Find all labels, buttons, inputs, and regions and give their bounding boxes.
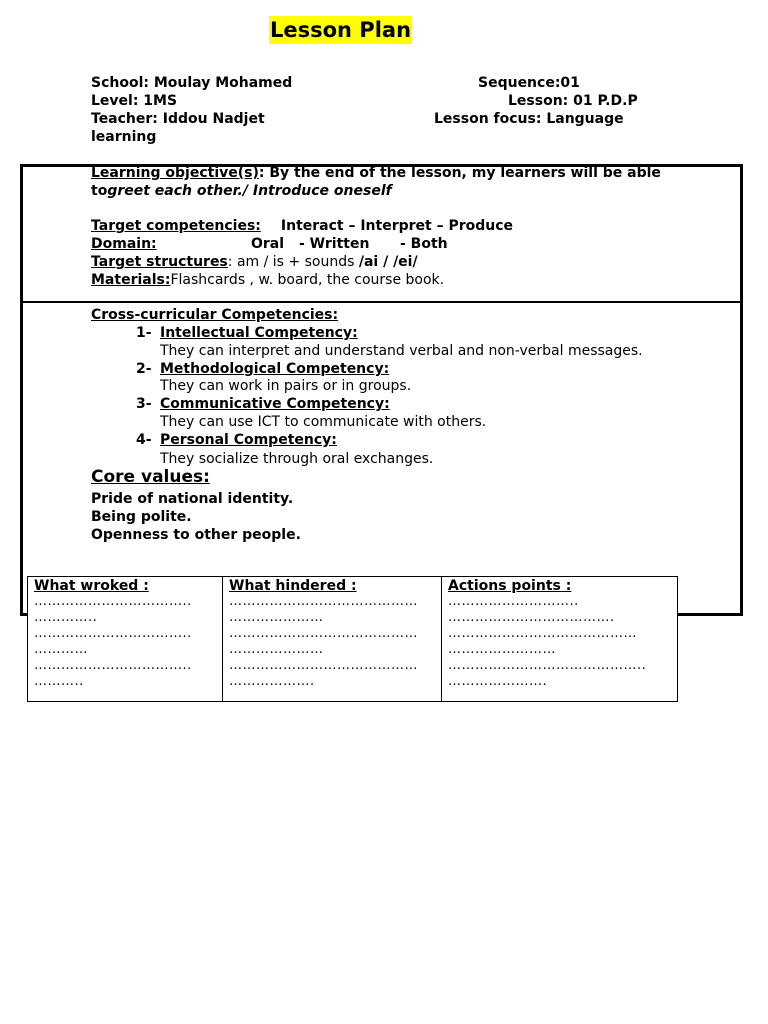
target-structures-text: : am / is + sounds [227, 254, 359, 270]
evaluation-cell-worked[interactable] [28, 577, 223, 702]
page-title: Lesson Plan [270, 18, 412, 42]
target-competencies-label: Target competencies: [91, 218, 261, 234]
column-header-worked: What wroked : [34, 578, 149, 594]
competency-description: They can interpret and understand verbal and non-verbal messages. [160, 343, 643, 359]
domain-both: - Both [400, 236, 448, 252]
objective-text: : By the end of the lesson, my learners will be able [258, 165, 661, 181]
target-structures-label: Target structures [91, 254, 228, 270]
competency-description: They can work in pairs or in groups. [160, 378, 412, 394]
core-value-item: Being polite. [91, 509, 192, 525]
dotted-lines: ……………………….. ………………………………. …………………………………… …………………… …………………………………….. …………………. [448, 594, 647, 689]
lesson-focus-continued: learning [91, 129, 157, 145]
cross-curricular-title: Cross-curricular Competencies: [91, 307, 339, 323]
competency-description: They socialize through oral exchanges. [160, 451, 434, 467]
table-row [28, 577, 678, 702]
core-value-item: Openness to other people. [91, 527, 301, 543]
materials-text: Flashcards , w. board, the course book. [170, 272, 445, 288]
objective-line-1 [91, 164, 661, 182]
core-values-title: Core values: [91, 467, 210, 487]
competency-number: 2- [136, 361, 152, 377]
school-field: School: Moulay Mohamed [91, 75, 293, 91]
section-divider [20, 301, 740, 303]
lesson-field: Lesson: 01 P.D.P [508, 93, 638, 109]
sequence-field: Sequence:01 [478, 75, 580, 91]
domain-written: - Written [299, 236, 370, 252]
column-header-hindered: What hindered : [229, 578, 357, 594]
objective-goal: greet each other./ Introduce oneself [107, 183, 392, 199]
dotted-lines: …………………………….. ………….. …………………………….. ………… …………………………….. ……….. [34, 594, 192, 689]
objective-prefix: to [91, 183, 108, 199]
competency-number: 4- [136, 432, 152, 448]
competency-description: They can use ICT to communicate with others. [160, 414, 487, 430]
domain-label: Domain: [91, 236, 157, 252]
competency-number: 1- [136, 325, 152, 341]
competency-label: Methodological Competency: [160, 361, 390, 377]
column-header-actions: Actions points : [448, 578, 572, 594]
target-structures-row [91, 253, 418, 271]
materials-row [91, 271, 444, 289]
target-competencies-row [91, 217, 513, 235]
competency-label: Intellectual Competency: [160, 325, 358, 341]
teacher-field: Teacher: Iddou Nadjet [91, 111, 265, 127]
core-value-item: Pride of national identity. [91, 491, 294, 507]
materials-label: Materials: [91, 272, 171, 288]
competency-number: 3- [136, 396, 152, 412]
target-competencies-value: Interact – Interpret – Produce [280, 218, 514, 234]
objective-line-2 [91, 182, 392, 200]
evaluation-cell-actions[interactable] [442, 577, 678, 702]
competency-label: Communicative Competency: [160, 396, 390, 412]
lesson-focus-field: Lesson focus: Language [434, 111, 624, 127]
level-field: Level: 1MS [91, 93, 178, 109]
target-structures-sounds: /ai / /ei/ [358, 254, 418, 270]
domain-oral: Oral [251, 236, 285, 252]
competency-label: Personal Competency: [160, 432, 337, 448]
evaluation-table [27, 576, 678, 702]
dotted-lines: …………………………………… ………………… …………………………………… ………………… …………………………………… ………………. [229, 594, 418, 689]
evaluation-cell-hindered[interactable] [223, 577, 442, 702]
objective-label: Learning objective(s) [91, 165, 259, 181]
